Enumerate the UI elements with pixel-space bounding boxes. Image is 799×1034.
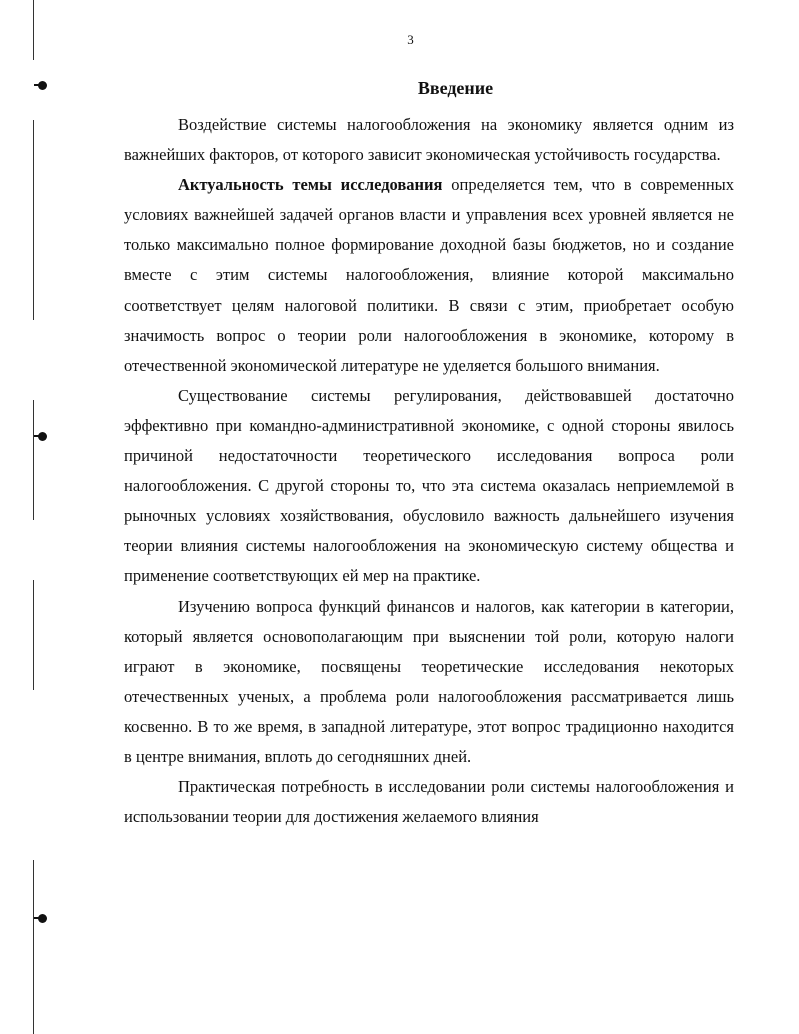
paragraph: Изучению вопроса функций финансов и налогов, как категории в категории, который является основополагающим при выяснении той роли, которую налоги играют в экономике, посвящены теоретические исследования некоторых отечественных ученых, а проблема роли налогообложения рассматривается лишь косвенно. В то же время, в западной литературе, этот вопрос традиционно находится в центре внимания, вплоть до сегодняшних дней. [124,596,734,766]
binding-hole-mark [38,432,47,441]
scan-margin-line [33,0,34,60]
paragraph: Практическая потребность в исследовании роли системы налогообложения и использовании теории для достижения желаемого влияния [124,777,734,827]
binding-hole-mark [38,914,47,923]
paragraph: Существование системы регулирования, действовавшей достаточно эффективно при командно-административной экономике, с одной стороны явилось причиной недостаточности теоретического исследования вопроса роли налогообложения. С другой стороны то, что эта система оказалась неприемлемой в рыночных условиях хозяйствования, обусловило важность дальнейшего изучения теории влияния системы налогообложения на экономическую систему общества и применение соответствующих ей мер на практике. [124,385,734,586]
page-number: 3 [407,32,414,47]
scan-margin-line [33,120,34,320]
paragraph: Актуальность темы исследования определяется тем, что в современных условиях важнейшей задачей органов власти и управления всех уровней является не только максимально полное формирование доходной базы бюджетов, но и создание вместе с этим системы налогообложения, влияние которой максимально соответствует целям налоговой политики. В связи с этим, приобретает особую значимость вопрос о теории роли налогообложения в экономике, которому в отечественной экономической литературе не уделяется большого внимания. [124,175,734,375]
scan-margin-line [33,400,34,520]
scan-margin-line [33,860,34,1034]
paragraph: Воздействие системы налогообложения на экономику является одним из важнейших факторов, от которого зависит экономическая устойчивость государства. [124,115,734,165]
section-title: Введение [417,78,494,98]
scan-margin-line [33,580,34,690]
bold-term: Актуальность темы исследования [178,175,443,195]
body-text [124,110,734,832]
